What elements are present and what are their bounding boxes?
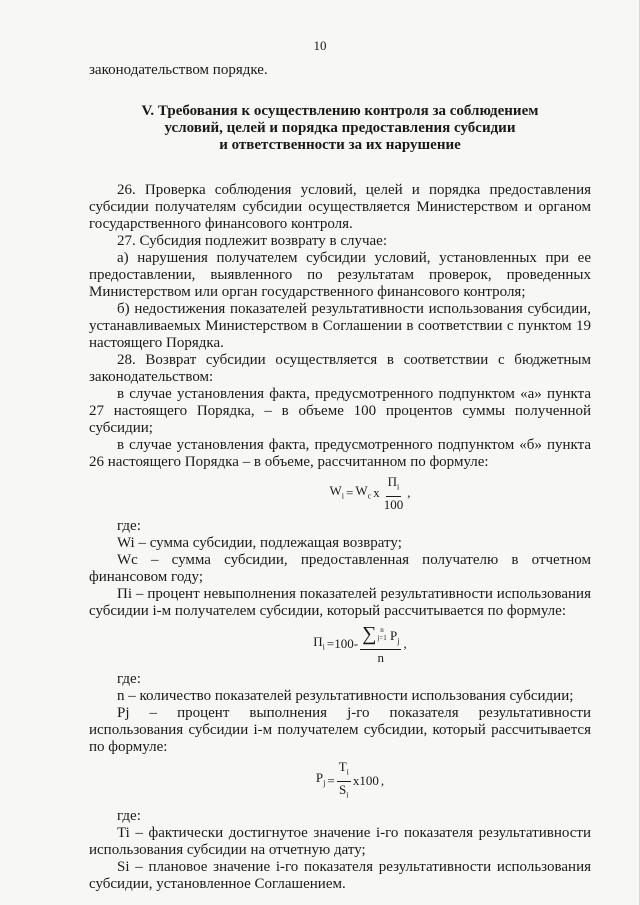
formula-pi (129, 624, 591, 666)
section-title (89, 103, 591, 154)
paragraph-27: 27. Субсидия подлежит возврату в случае: (117, 233, 387, 249)
formula-wi (149, 475, 591, 512)
sigma-symbol: ∑ n j=1 (362, 622, 387, 645)
formula-pi-fraction: ∑ n j=1 $P_j$ n (362, 622, 400, 666)
formula-pj-times: x100 (352, 773, 379, 789)
formula-pj-fraction: $\frac{T_i}{S_i}$ (338, 759, 349, 800)
where-label-1: где: (117, 517, 141, 534)
intro-line: законодательством порядке. (89, 62, 268, 78)
paragraph-28: 28. Возврат субсидии осуществляется в соответствии с бюджетным законодательством: (89, 352, 591, 385)
definition-si: Si – плановое значение i-го показателя результативности использования субсидии, установленное Соглашением. (89, 859, 591, 893)
where-label-3: где: (117, 808, 141, 825)
formula-pi-tail: , (403, 636, 407, 652)
paragraph-28a: в случае установления факта, предусмотренного подпунктом «а» пункта 27 настоящего Порядка, – в объеме 100 процентов суммы полученной субсидии; (89, 386, 591, 436)
section-title-line-1: V. Требования к осуществлению контроля за соблюдением (141, 103, 539, 119)
formula-pj-tail: , (380, 773, 385, 789)
section-title-line-2: условий, целей и порядка предоставления субсидии (164, 120, 516, 136)
definition-wc: Wc – сумма субсидии, предоставленная получателю в отчетном финансовом году; (89, 551, 591, 585)
document-body (89, 62, 591, 893)
formula-wi-lhs: $W_i$ (329, 482, 345, 501)
where-label-2: где: (117, 671, 141, 688)
formula-wi-times: x (373, 485, 380, 501)
section-title-line-3: и ответственности за их нарушение (219, 137, 461, 153)
definition-wi: Wi – сумма субсидии, подлежащая возврату; (117, 534, 402, 551)
paragraph-28b: в случае установления факта, предусмотренного подпунктом «б» пункта 26 настоящего Порядка – в объеме, рассчитанном по формуле: (89, 437, 591, 470)
formula-pi-lhs: $П_i$ (313, 633, 325, 652)
definition-n: n – количество показателей результативности использования субсидии; (117, 688, 574, 705)
definition-ti: Ti – фактически достигнутое значение i-го показателя результативности использования субсидии на отчетную дату; (89, 825, 591, 859)
formula-wi-fraction: $\frac{П_i}{100}$ (383, 474, 404, 512)
formula-wi-term: $W_c$ (355, 482, 372, 501)
formula-pi-eq: =100- (326, 636, 359, 652)
paragraph-26: 26. Проверка соблюдения условий, целей и порядка предоставления субсидии получателям субсидии осуществляется Министерством и органом государственного финансового контроля. (89, 182, 591, 232)
formula-pj (109, 760, 591, 802)
definition-pj: Pj – процент выполнения j-го показателя результативности использования субсидии i-м получателем субсидии, который рассчитывается по формуле: (89, 705, 591, 756)
formula-wi-tail: , (407, 485, 411, 501)
formula-pj-lhs: $P_j$ (315, 770, 326, 789)
paragraph-27a: а) нарушения получателем субсидии условий, установленных при ее предоставлении, выявленного по результатам проверок, проведенных Министерством или орган государственного финансового контроля; (89, 250, 591, 300)
formula-wi-eq: = (346, 485, 354, 501)
formula-pj-eq: = (327, 773, 335, 789)
page-number: 10 (313, 38, 327, 53)
definition-pi: Пi – процент невыполнения показателей результативности использования субсидии i-м получателем субсидии, который рассчитывается по формуле: (89, 585, 591, 619)
paragraph-27b: б) недостижения показателей результативности использования субсидии, устанавливаемых Министерством в Соглашении в соответствии с пунктом 19 настоящего Порядка. (89, 301, 591, 351)
